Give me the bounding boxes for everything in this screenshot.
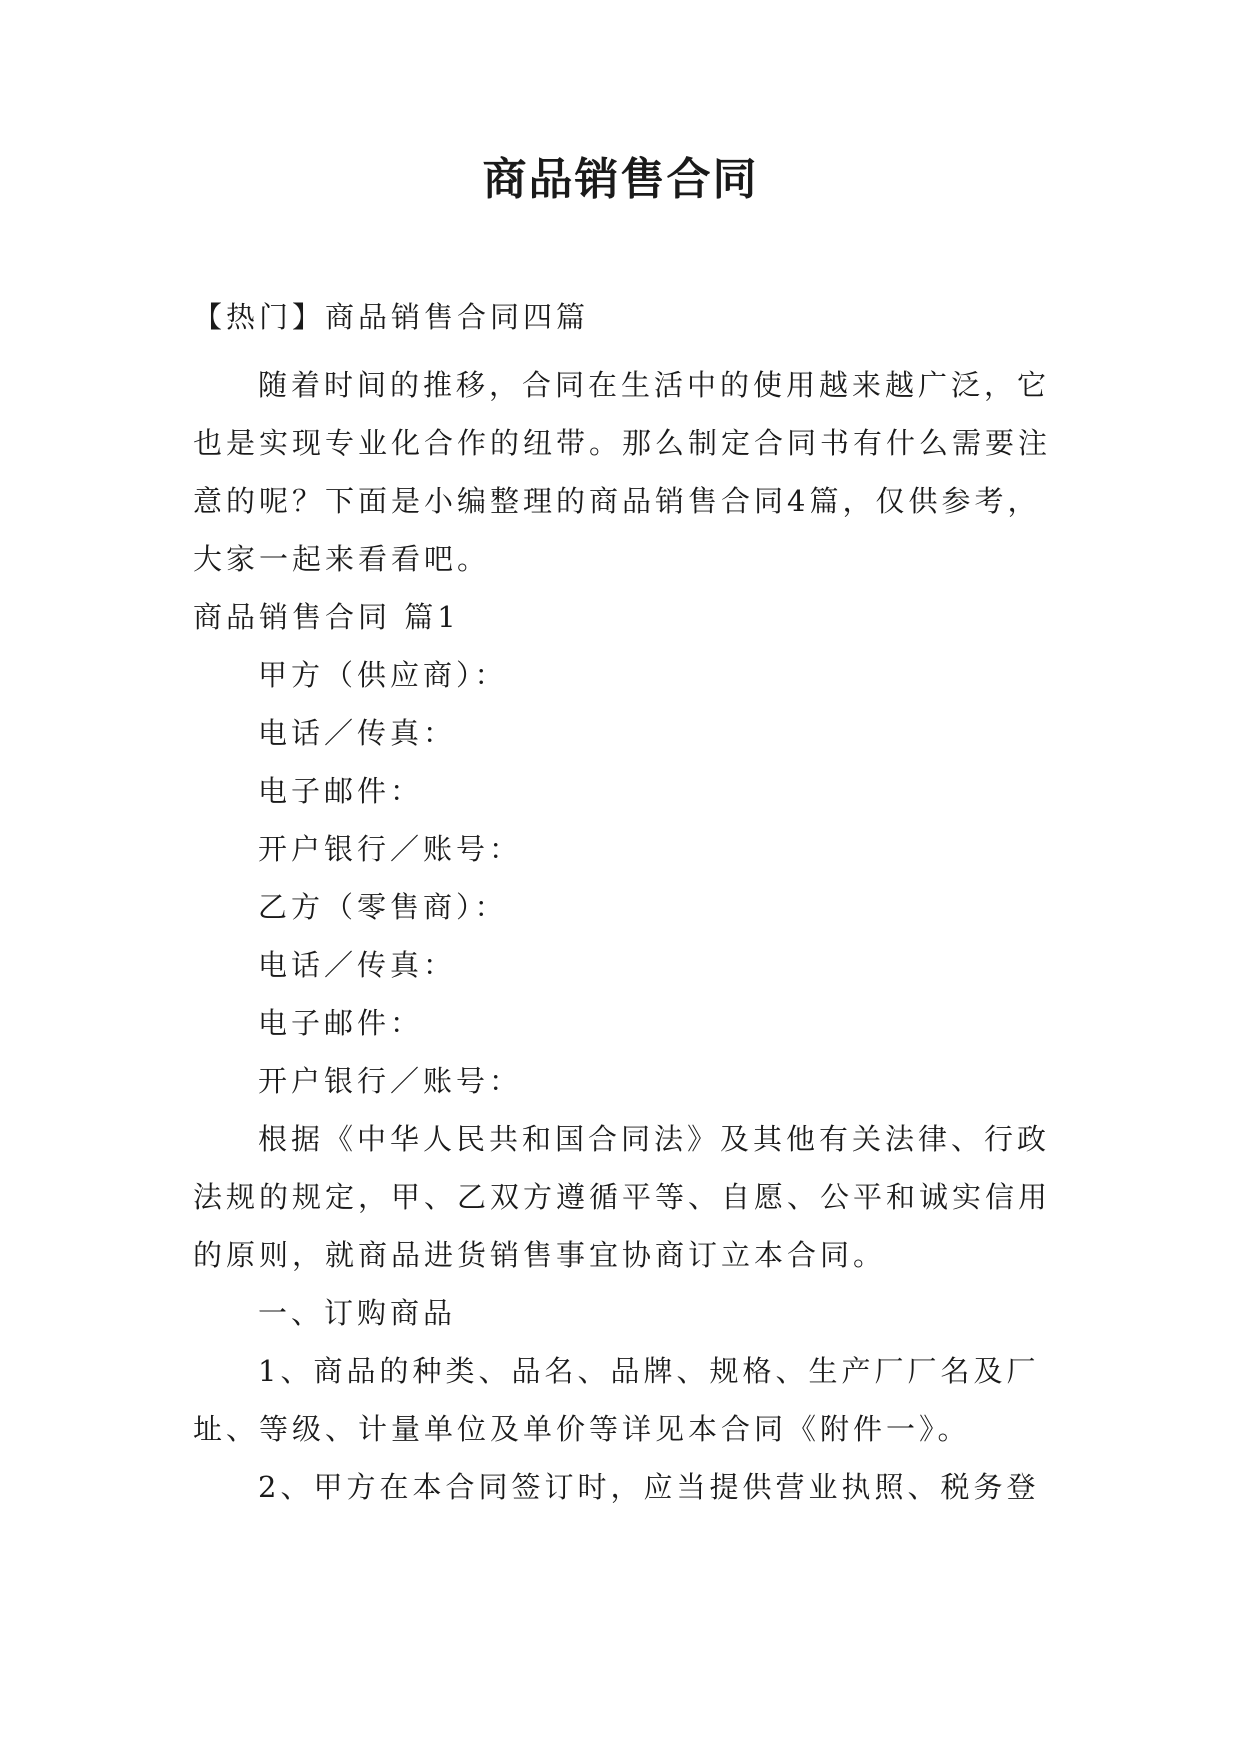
clause-line: 1、商品的种类、品名、品牌、规格、生产厂厂名及厂 <box>258 1354 1040 1388</box>
basis-line: 根据《中华人民共和国合同法》及其他有关法律、行政 <box>258 1122 1051 1156</box>
party-line: 乙方（零售商）： <box>258 890 508 924</box>
party-line: 开户银行／账号： <box>258 1064 523 1098</box>
clause-line: 址、等级、计量单位及单价等详见本合同《附件一》。 <box>193 1412 971 1446</box>
intro-line: 意的呢？下面是小编整理的商品销售合同4篇，仅供参考， <box>193 484 1041 518</box>
party-line: 电子邮件： <box>258 774 424 808</box>
clause-line: 2、甲方在本合同签订时，应当提供营业执照、税务登 <box>258 1470 1040 1504</box>
party-line: 电子邮件： <box>258 1006 424 1040</box>
party-line: 开户银行／账号： <box>258 832 523 866</box>
intro-line: 大家一起来看看吧。 <box>193 542 491 576</box>
party-line: 电话／传真： <box>258 948 457 982</box>
clause-heading: 一、订购商品 <box>258 1296 457 1330</box>
document-title: 商品销售合同 <box>482 154 759 205</box>
section-heading: 商品销售合同 篇1 <box>193 600 460 634</box>
basis-line: 的原则，就商品进货销售事宜协商订立本合同。 <box>193 1238 887 1272</box>
basis-line: 法规的规定，甲、乙双方遵循平等、自愿、公平和诚实信用 <box>193 1180 1052 1214</box>
party-line: 电话／传真： <box>258 716 457 750</box>
intro-line: 也是实现专业化合作的纽带。那么制定合同书有什么需要注 <box>193 426 1052 460</box>
intro-line: 随着时间的推移，合同在生活中的使用越来越广泛，它 <box>258 368 1051 402</box>
document-subtitle: 【热门】商品销售合同四篇 <box>193 300 590 334</box>
party-line: 甲方（供应商）： <box>258 658 508 692</box>
